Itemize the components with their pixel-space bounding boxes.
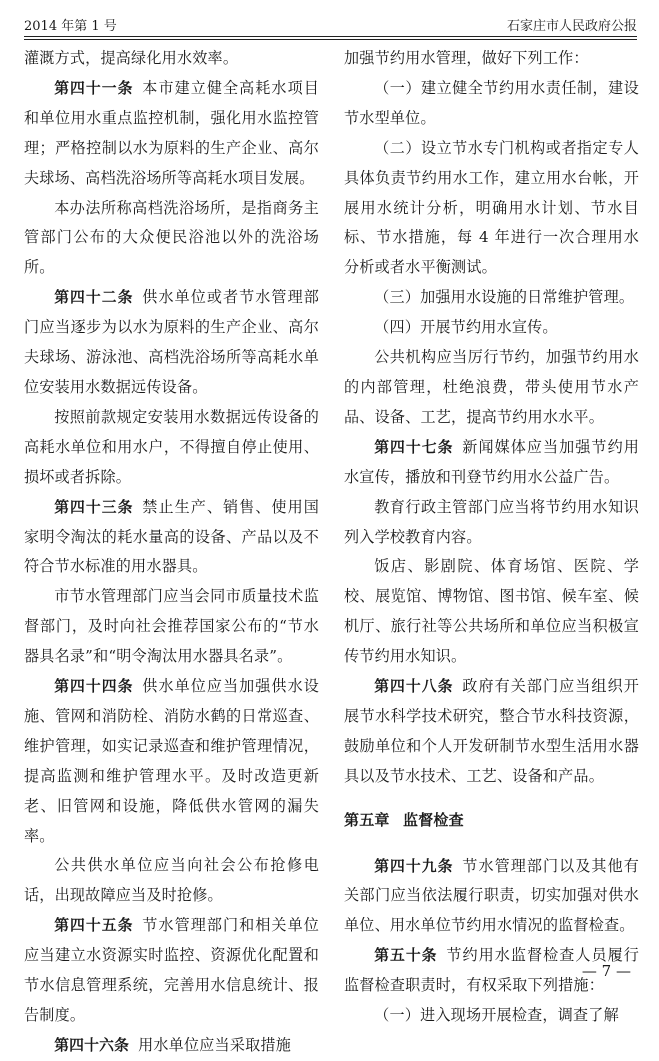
paragraph-text: 供水单位应当加强供水设施、管网和消防栓、消防水鹤的日常巡查、维护管理，如实记录巡查和维护管理情况，提高监测和维护管理水平。及时改造更新老、旧管网和设施，降低供水管网的漏失率。 <box>24 677 319 845</box>
paragraph-text: 按照前款规定安装用水数据远传设备的高耗水单位和用水户，不得擅自停止使用、损坏或者拆除。 <box>24 407 319 486</box>
paragraph-text: （一）进入现场开展检查，调查了解 <box>374 1006 619 1025</box>
paragraph <box>344 852 639 942</box>
paragraph <box>24 283 319 403</box>
paragraph <box>24 1031 319 1061</box>
article-number: 第四十三条 <box>54 498 134 516</box>
article-number: 第四十一条 <box>54 79 134 97</box>
article-number: 第四十八条 <box>374 678 454 696</box>
paragraph-text: 禁止生产、销售、使用国家明令淘汰的耗水量高的设备、产品以及不符合节水标准的用水器具。 <box>24 497 319 576</box>
paragraph-text: （二）设立节水专门机构或者指定专人具体负责节约用水工作，建立用水台帐，开展用水统计分析，明确用水计划、节水目标、节水措施，每 4 年进行一次合理用水分析或者水平衡测试。 <box>344 138 639 277</box>
article-number: 第四十七条 <box>374 438 454 456</box>
chapter-heading: 第五章 监督检查 <box>344 810 464 829</box>
article-number: 第五十条 <box>374 947 438 965</box>
issue-label: 2014 年第 1 号 <box>24 19 117 34</box>
paragraph <box>344 283 639 313</box>
paragraph-text: 加强节约用水管理，做好下列工作： <box>344 49 589 67</box>
paragraph <box>24 44 319 74</box>
paragraph-text: 供水单位或者节水管理部门应当逐步为以水为原料的生产企业、高尔夫球场、游泳池、高档洗浴场所等高耗水单位安装用水数据远传设备。 <box>24 288 319 396</box>
article-number: 第四十九条 <box>374 857 454 875</box>
article-number: 第四十二条 <box>54 289 134 307</box>
paragraph-text: 公共供水单位应当向社会公布抢修电话，出现故障应当及时抢修。 <box>24 856 319 905</box>
right-column <box>344 44 639 1025</box>
paragraph-text: 用水单位应当采取措施 <box>138 1035 292 1054</box>
paragraph-text: （四）开展节约用水宣传。 <box>374 318 558 337</box>
paragraph-text: 节约用水监督检查人员履行监督检查职责时，有权采取下列措施： <box>344 946 639 995</box>
paragraph <box>24 672 319 851</box>
paragraph <box>344 74 639 134</box>
paragraph <box>24 911 319 1031</box>
header-rule <box>24 36 637 37</box>
paragraph-text: 新闻媒体应当加强节约用水宣传，播放和刊登节约用水公益广告。 <box>344 437 639 486</box>
journal-title: 石家庄市人民政府公报 <box>506 19 637 34</box>
paragraph <box>344 672 639 792</box>
header-rule-thin <box>24 39 637 40</box>
paragraph <box>24 403 319 493</box>
paragraph <box>24 493 319 583</box>
paragraph-text: （一）建立健全节约用水责任制，建设节水型单位。 <box>344 78 639 127</box>
paragraph-text: 公共机构应当厉行节约，加强节约用水的内部管理，杜绝浪费，带头使用节水产品、设备、工艺，提高节约用水水平。 <box>344 348 639 426</box>
paragraph <box>344 44 639 74</box>
article-number: 第四十四条 <box>54 678 134 696</box>
paragraph-text: 教育行政主管部门应当将节约用水知识列入学校教育内容。 <box>344 497 639 546</box>
paragraph <box>24 851 319 911</box>
paragraph-text: （三）加强用水设施的日常维护管理。 <box>374 288 635 307</box>
paragraph-text: 政府有关部门应当组织开展节水科学技术研究，整合节水科技资源，鼓励单位和个人开发研制节水型生活用水器具以及节水技术、工艺、设备和产品。 <box>344 677 639 785</box>
paragraph <box>344 493 639 553</box>
page-header <box>24 8 637 34</box>
article-number: 第四十五条 <box>54 917 134 935</box>
left-column <box>24 44 319 1054</box>
paragraph <box>344 134 639 284</box>
article-number: 第四十六条 <box>54 1036 130 1054</box>
paragraph-text: 饭店、影剧院、体育场馆、医院、学校、展览馆、博物馆、图书馆、候车室、候机厅、旅行社等公共场所和单位应当积极宣传节约用水知识。 <box>344 557 639 666</box>
paragraph <box>344 1001 639 1031</box>
paragraph <box>24 582 319 672</box>
paragraph-text: 市节水管理部门应当会同市质量技术监督部门，及时向社会推荐国家公布的“节水器具名录”和“明令淘汰用水器具名录”。 <box>24 587 319 666</box>
paragraph <box>344 343 639 433</box>
paragraph-text: 本市建立健全高耗水项目和单位用水重点监控机制，强化用水监控管理；严格控制以水为原料的生产企业、高尔夫球场、高档洗浴场所等高耗水项目发展。 <box>24 78 319 187</box>
paragraph <box>344 433 639 493</box>
paragraph <box>24 74 319 194</box>
paragraph <box>344 552 639 672</box>
paragraph <box>24 194 319 284</box>
paragraph-text: 节水管理部门以及其他有关部门应当依法履行职责，切实加强对供水单位、用水单位节约用水情况的监督检查。 <box>344 856 639 935</box>
paragraph <box>344 313 639 343</box>
page-number: — 7 — <box>581 962 631 980</box>
paragraph-text: 灌溉方式，提高绿化用水效率。 <box>24 49 239 67</box>
paragraph-text: 本办法所称高档洗浴场所，是指商务主管部门公布的大众便民浴池以外的洗浴场所。 <box>24 198 319 277</box>
paragraph-text: 节水管理部门和相关单位应当建立水资源实时监控、资源优化配置和节水信息管理系统，完善用水信息统计、报告制度。 <box>24 916 319 1024</box>
